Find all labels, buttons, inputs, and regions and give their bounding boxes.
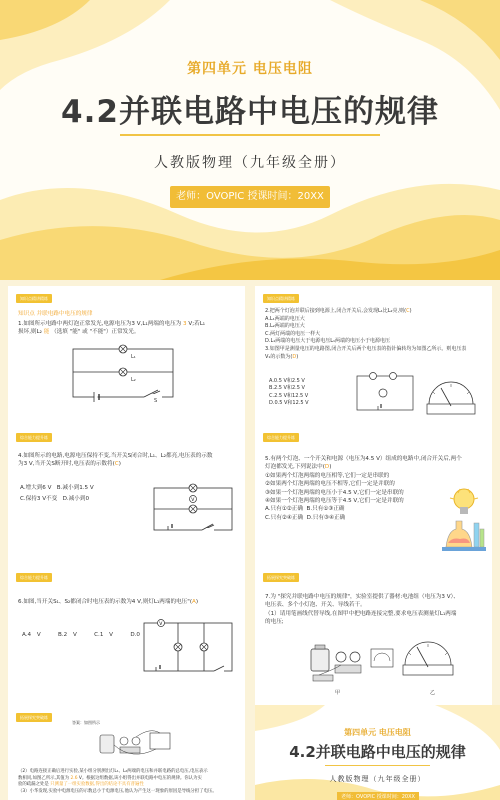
slide-title: 4.2并联电路中电压的规律 <box>289 743 466 761</box>
slide-tag: 拓展探究突破练 <box>16 713 52 722</box>
title-underline <box>120 134 380 136</box>
circuit-with-voltmeter-diagram <box>148 480 238 538</box>
question-1: 1.如图所示电路中两灯泡正常发光,电源电压为3 V,L₁两端的电压为 3 V;若L₁ 损坏,则L₂ 能 （选填 "能" 或 "不能"）正常发光。 <box>18 321 206 336</box>
lightbulb-science-illustration <box>440 485 488 557</box>
figure-label-jia: 甲 <box>335 690 341 696</box>
figure-label-yi: 乙 <box>430 690 436 696</box>
unit-label: 第四单元 电压电阻 <box>187 61 313 77</box>
label-l1: L₁ <box>131 354 136 360</box>
voltmeter-circuit-diagram <box>353 370 483 418</box>
slide-thumbnail-1[interactable] <box>8 286 245 426</box>
two-switch-circuit-diagram <box>138 617 238 679</box>
slide-thumbnail-5[interactable] <box>8 565 245 705</box>
label-switch: S <box>154 398 158 404</box>
experiment-apparatus-diagram <box>305 635 455 695</box>
question-3-options: A.0.5 V和2.5 V B.2.5 V和2.5 V C.2.5 V和12.5 V D.0.5 V和12.5 V <box>269 378 309 407</box>
answer-annotation: 答案：如图所示 <box>72 720 100 725</box>
slide-tag: 综合能力提升练 <box>16 433 52 442</box>
parallel-circuit-diagram <box>68 344 178 404</box>
title-underline <box>325 765 430 766</box>
slide-thumbnail-8[interactable] <box>255 705 500 800</box>
label-l2: L₂ <box>131 377 136 383</box>
slide-tag: 知识点精讲精练 <box>16 294 52 303</box>
hero-wave-background <box>0 0 500 280</box>
question-5: 5.有两个灯泡、一个开关和电源（电压为4.5 V）组成的电路中,闭合开关后,两个 灯泡都发光,下列说法中(D) ①如果两个灯泡两端的电压相等,它们一定是串联的 ②如果两个灯泡两端的电压不相等,它们一定是并联的 ③如果一个灯泡两端的电压小于4.5 V,它们一定是串联的 ④如果一个灯泡两端的电压等于4.5 V,它们一定是并联的 A.只有①②正确 B.只有①③正确 C.只有②④正确 D.只有③④正确 <box>265 456 462 521</box>
svg-text:V: V <box>191 498 195 503</box>
slide-tag: 综合能力提升练 <box>263 433 299 442</box>
slide-thumbnail-7[interactable] <box>8 705 245 800</box>
unit-label: 第四单元 电压电阻 <box>344 728 411 737</box>
svg-text:V: V <box>159 622 163 627</box>
slide-tag: 综合能力提升练 <box>16 573 52 582</box>
subtitle: 人教版物理（九年级全册） <box>329 775 426 783</box>
subtitle: 人教版物理（九年级全册） <box>154 155 346 171</box>
question-4-options: A.增大到6 V B.减小到1.5 V C.保持3 V不变 D.减小到0 <box>20 485 94 502</box>
slide-thumbnail-4[interactable] <box>255 425 492 565</box>
title-slide <box>0 0 500 280</box>
question-7-continued: （2）电路连接正确后进行实验,某小组分别测出灯L₁、L₂两端的电压和并联电路的总电压,电压表示 数相同,如图乙所示,其值为 2.6 V。根据这组数据,该小组得出并联电路中电压的规律。你认为实 验的疏漏之处是 只测量了一组实验数据,得出的结论不具有普遍性 （3）小华发现,实验中电源电压的示数总小于电源电压,他认为产生这一现象的原因是导线分担了电压。 <box>18 769 217 794</box>
answer-apparatus-diagram <box>96 725 176 765</box>
question-2: 2.把两个灯泡并联后接到电源上,闭合开关后,会发现L₁比L₂亮,则(C) A.L₁两端的电压大 B.L₂两端的电压大 C.两灯两端的电压一样大 D.L₁两端的电压大于电源电压L₁两端的电压小于电源电压 3.如图甲是测量电压的电路图,闭合开关后两个电压表的指针偏转均为如图乙所示。则电压表 V₁的示数为(D) <box>265 308 467 360</box>
slide-tag: 知识点精讲精练 <box>263 294 299 303</box>
slide-tag: 拓展探究突破练 <box>263 573 299 582</box>
slide-thumbnail-6[interactable] <box>255 565 492 705</box>
question-6-options: A.4 V B.2 V C.1 V D.0 <box>22 632 140 638</box>
question-7: 7.为 "探究并联电路中电压的规律"，实验室提供了器材:电池组（电压为3 V）、 电压表、多个小灯泡、开关、导线若干。 （1）请用笔画线代替导线,在图甲中把电路连接完整,要求电压表测量灯L₁两端 的电压; <box>265 594 459 626</box>
page-title: 4.2并联电路中电压的规律 <box>61 94 439 130</box>
question-4: 4.如图所示的电路,电源电压保持不变,当开关S闭合时,L₁、L₂都亮,电压表的示数 为3 V,当开关S断开时,电压表的示数将(C) <box>18 453 213 468</box>
section-heading: 知识点 并联电路中电压的规律 <box>18 311 93 317</box>
teacher-badge: 老师：OVOPIC 授课时间：20XX <box>170 186 330 208</box>
slide-thumbnail-2[interactable] <box>255 286 492 426</box>
teacher-badge: 老师：OVOPIC 授课时间：20XX <box>337 792 419 800</box>
slide-thumbnail-3[interactable] <box>8 425 245 565</box>
question-6: 6.如图,当开关S₁、S₂都闭合时电压表的示数为4 V,则灯L₁两端的电压"(A) <box>18 599 199 605</box>
